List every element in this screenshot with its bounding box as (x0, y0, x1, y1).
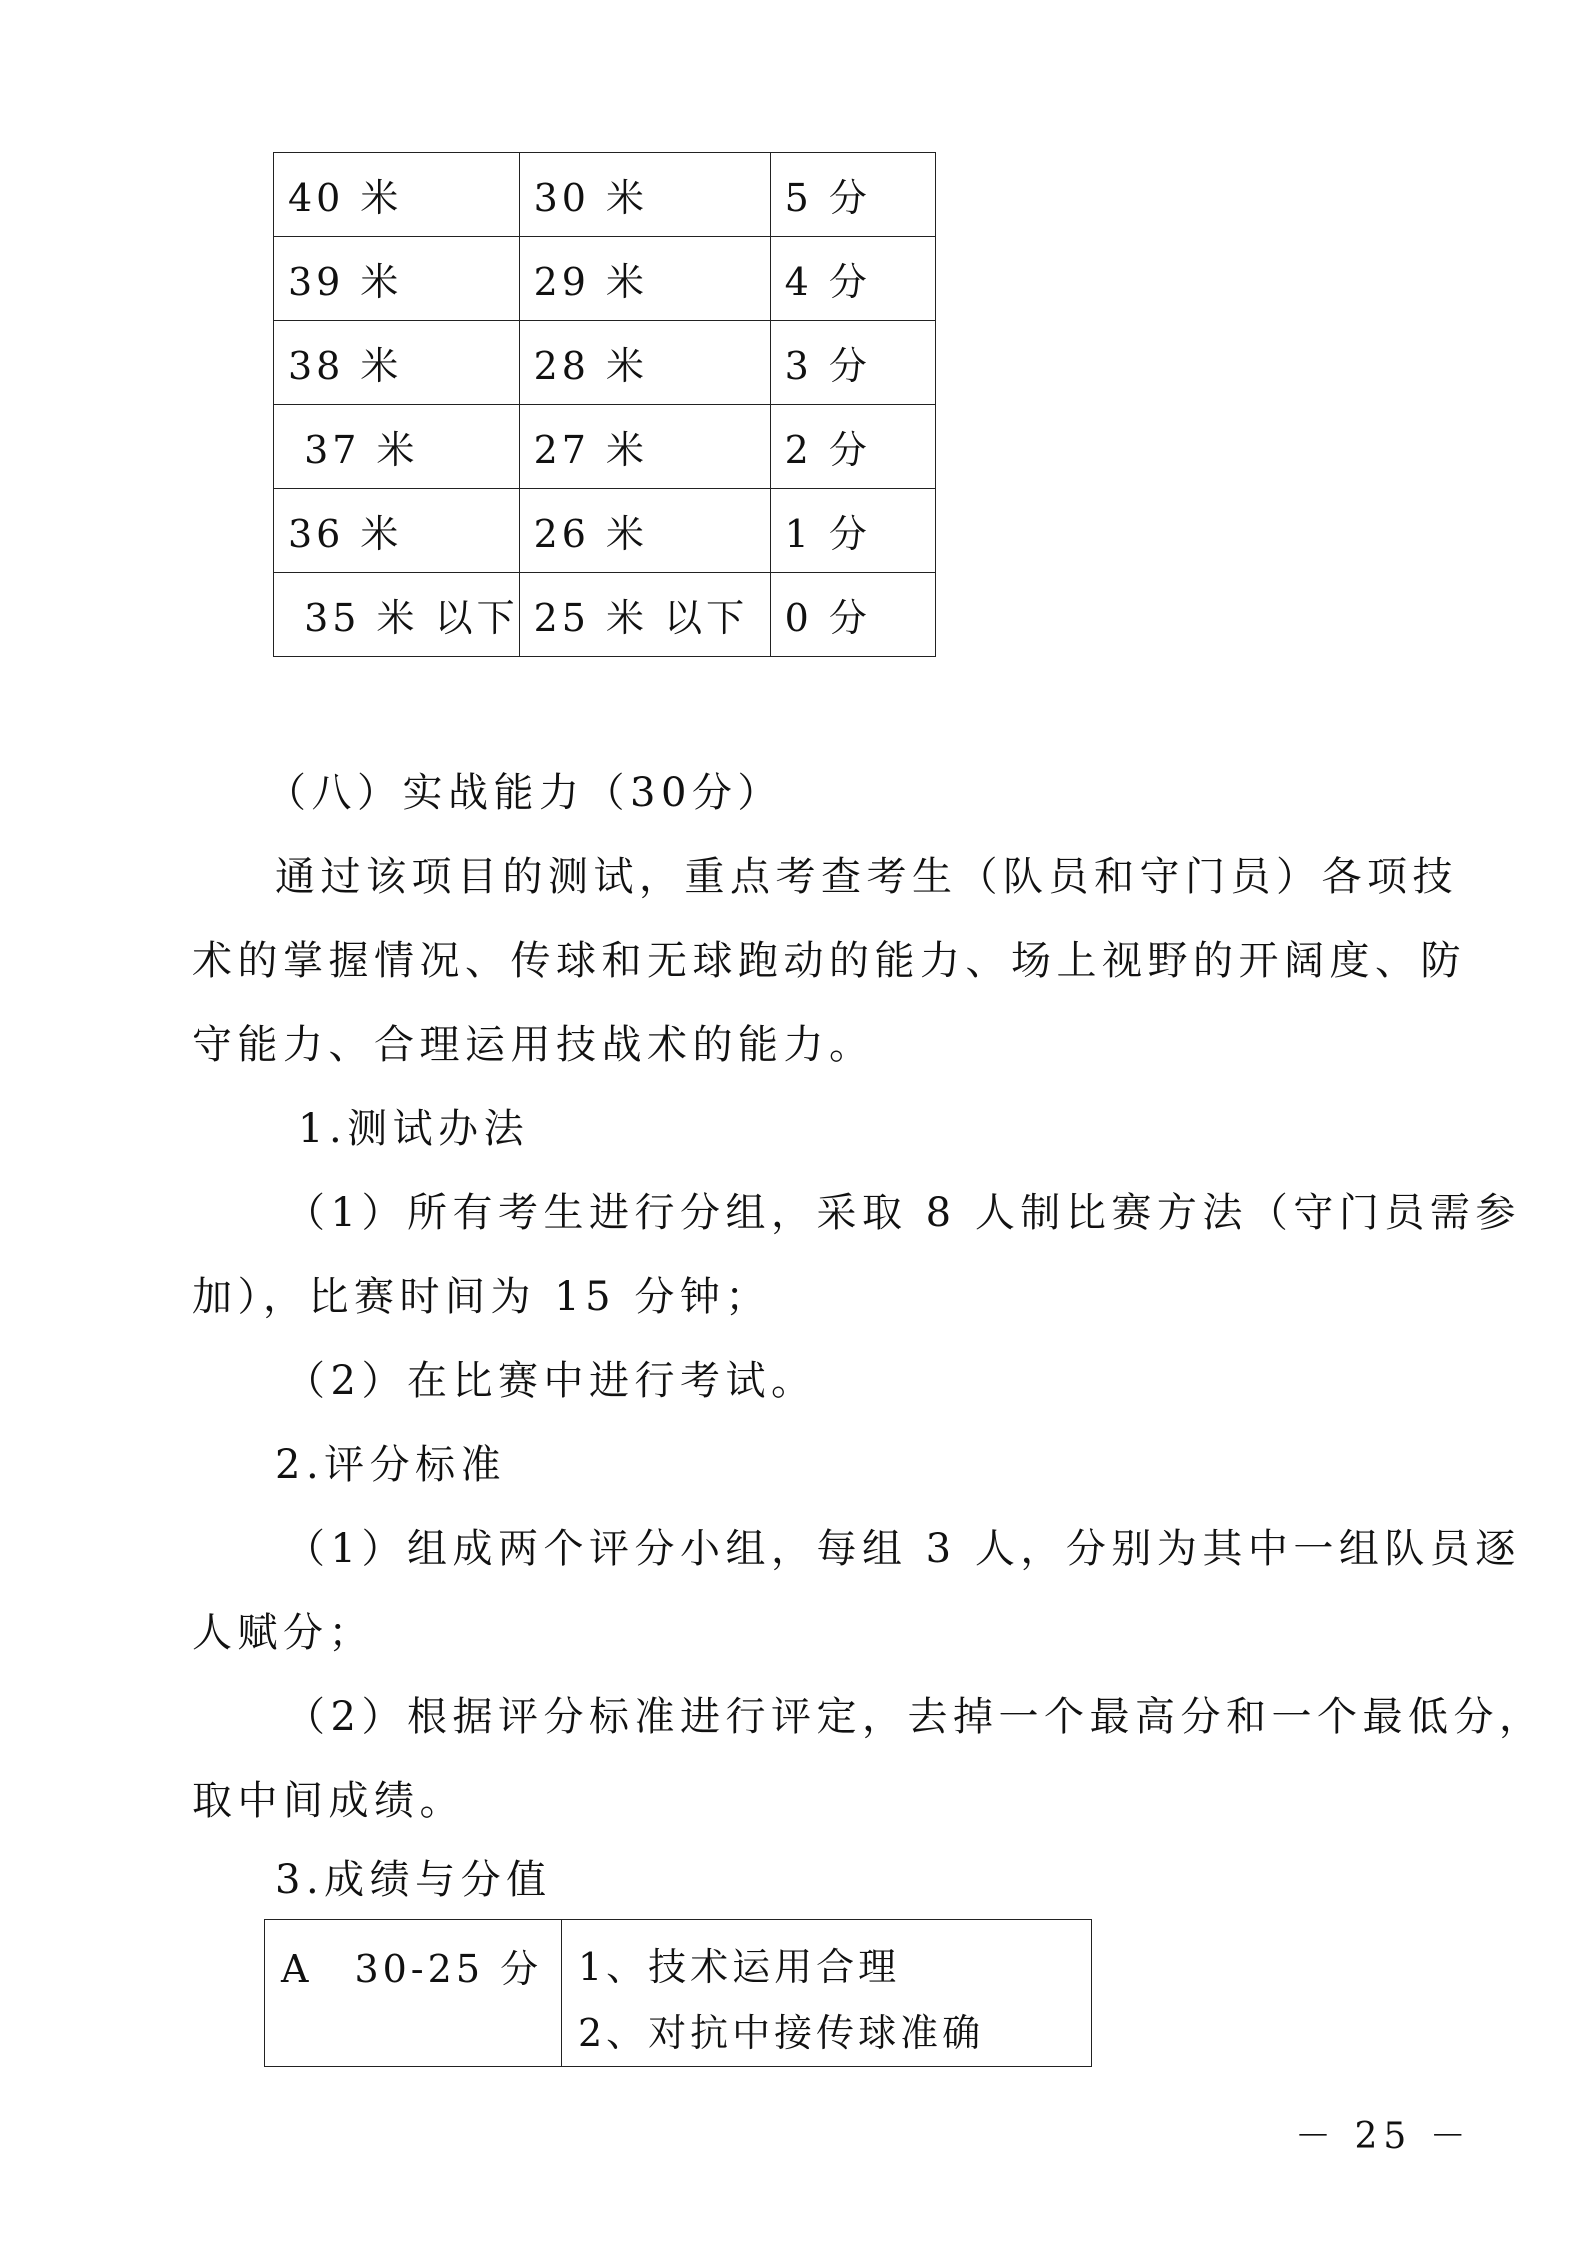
intro-line: 守能力、合理运用技战术的能力。 (192, 1022, 875, 1068)
table-cell: 0 分 (770, 573, 935, 657)
table-cell: 38 米 (274, 321, 520, 405)
table-cell: 3 分 (770, 321, 935, 405)
table-cell: 28 米 (519, 321, 770, 405)
criteria-item: 2、对抗中接传球准确 (578, 2011, 985, 2055)
table-row (274, 237, 936, 321)
table-row (274, 405, 936, 489)
method-item: 加），比赛时间为 15 分钟； (192, 1274, 771, 1320)
table-cell: 26 米 (519, 489, 770, 573)
table-cell: 27 米 (519, 405, 770, 489)
table-row (274, 573, 936, 657)
intro-line: 通过该项目的测试，重点考查考生（队员和守门员）各项技 (275, 854, 1458, 900)
table-row (274, 153, 936, 237)
grade-criteria (562, 1920, 1092, 2067)
criteria-item: 人赋分； (192, 1610, 374, 1656)
criteria-heading: 2.评分标准 (275, 1442, 507, 1488)
table-cell: 39 米 (274, 237, 520, 321)
table-row (274, 321, 936, 405)
method-item: （1）所有考生进行分组，采取 8 人制比赛方法（守门员需参 (285, 1190, 1521, 1236)
table-cell: 5 分 (770, 153, 935, 237)
grade-label: A 30-25 分 (265, 1920, 562, 2067)
criteria-item: （1）组成两个评分小组，每组 3 人，分别为其中一组队员逐 (285, 1526, 1521, 1572)
table-cell: 4 分 (770, 237, 935, 321)
method-heading: 1.测试办法 (298, 1106, 530, 1152)
criteria-item: （2）根据评分标准进行评定，去掉一个最高分和一个最低分， (285, 1694, 1545, 1740)
table-cell: 35 米 以下 (274, 573, 520, 657)
table-cell: 29 米 (519, 237, 770, 321)
table-cell: 2 分 (770, 405, 935, 489)
method-item: （2）在比赛中进行考试。 (285, 1358, 817, 1404)
score-heading: 3.成绩与分值 (275, 1857, 552, 1903)
table-cell: 25 米 以下 (519, 573, 770, 657)
table-cell: 36 米 (274, 489, 520, 573)
section-heading: （八）实战能力（30分） (266, 770, 783, 816)
table-cell: 37 米 (274, 405, 520, 489)
table-cell: 40 米 (274, 153, 520, 237)
intro-line: 术的掌握情况、传球和无球跑动的能力、场上视野的开阔度、防 (192, 938, 1466, 984)
table-cell: 30 米 (519, 153, 770, 237)
table-row (265, 1920, 1092, 2067)
score-table (273, 152, 936, 657)
table-cell: 1 分 (770, 489, 935, 573)
criteria-item: 取中间成绩。 (192, 1778, 465, 1824)
table-row (274, 489, 936, 573)
page-number: － 25 － (1295, 2116, 1472, 2157)
grade-table (264, 1919, 1092, 2067)
criteria-item: 1、技术运用合理 (578, 1945, 901, 1989)
